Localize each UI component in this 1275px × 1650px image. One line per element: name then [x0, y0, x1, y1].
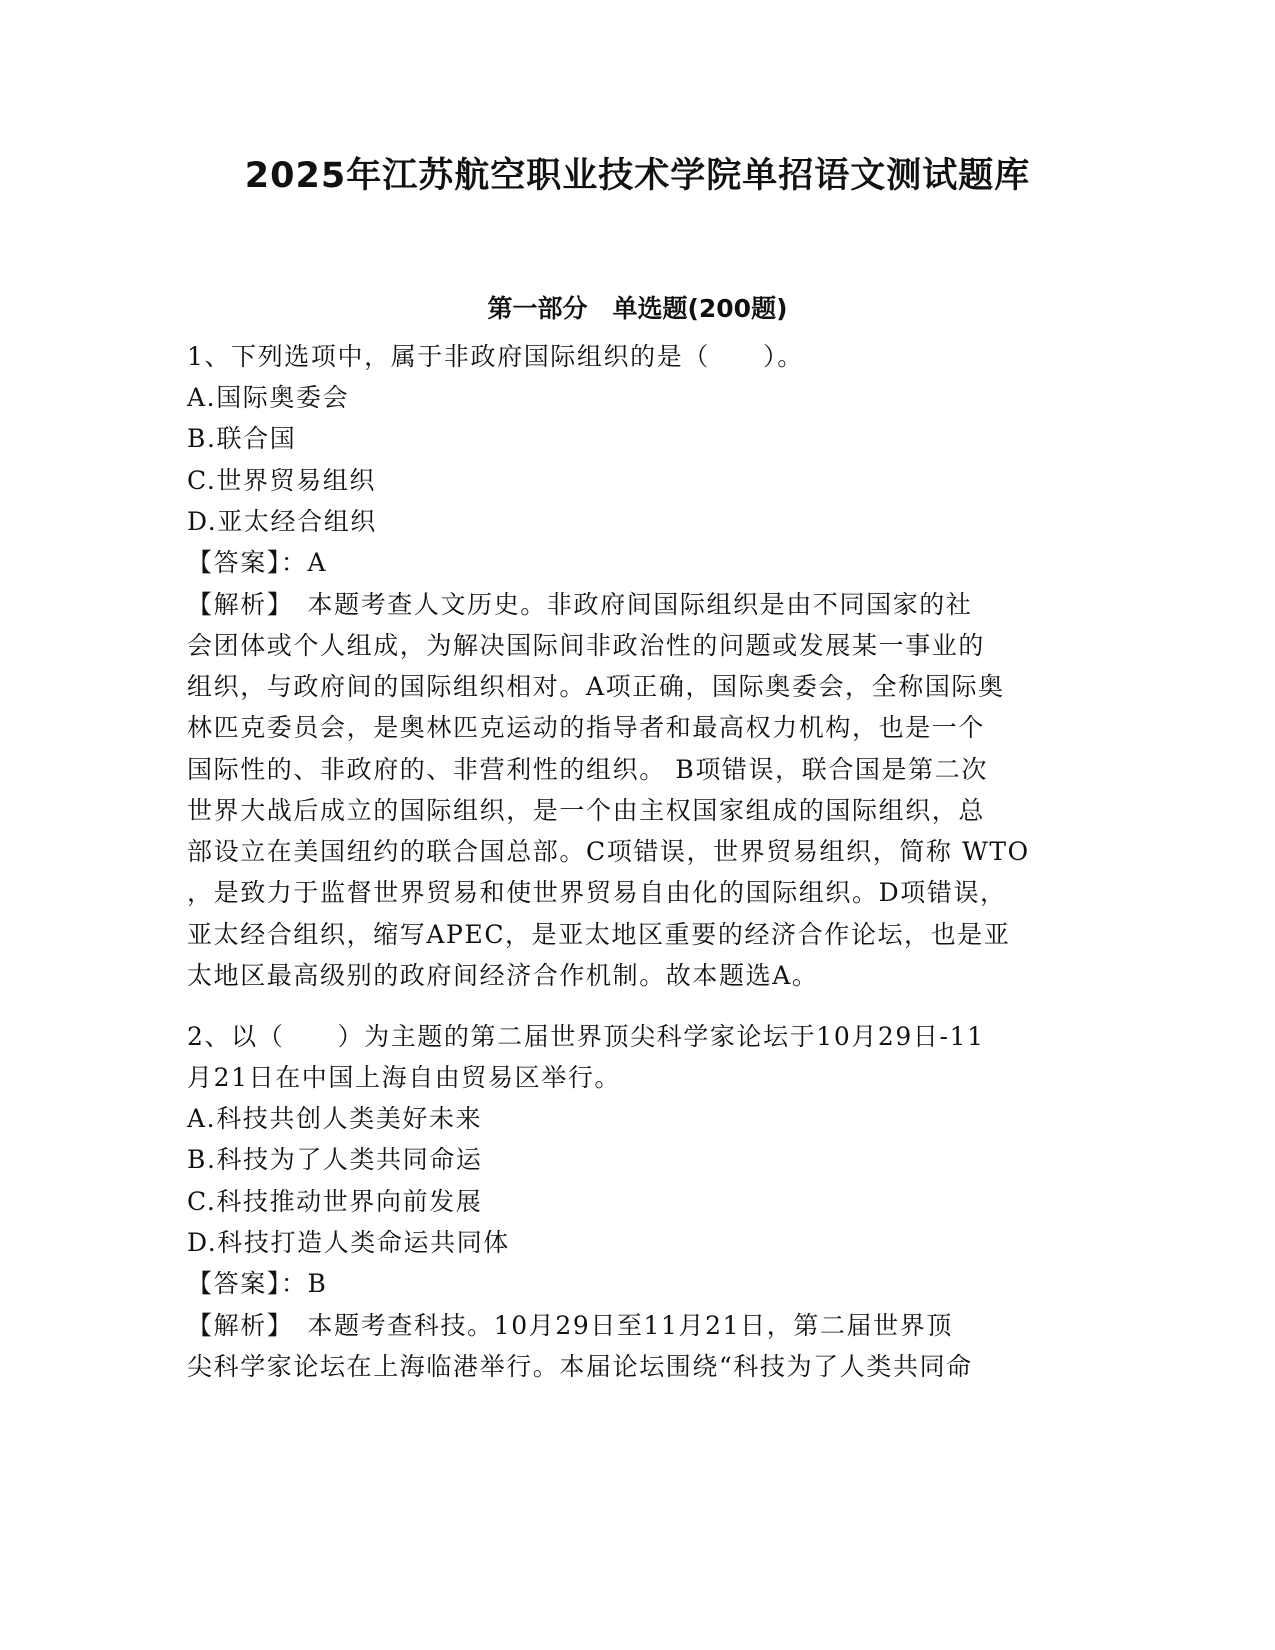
- analysis-line: 会团体或个人组成，为解决国际间非政治性的问题或发展某一事业的: [187, 631, 986, 660]
- analysis-line: 部设立在美国纽约的联合国总部。C项错误，世界贸易组织，简称 WTO: [187, 837, 1030, 866]
- option-c: C.科技推动世界向前发展: [187, 1187, 483, 1216]
- analysis-line: 尖科学家论坛在上海临港举行。本届论坛围绕“科技为了人类共同命: [187, 1352, 973, 1381]
- analysis-line: 【解析】 本题考查人文历史。非政府间国际组织是由不同国家的社: [187, 590, 973, 619]
- section-title: 第一部分 单选题(200题): [487, 294, 788, 323]
- question-stem: 月21日在中国上海自由贸易区举行。: [187, 1063, 622, 1092]
- analysis-line: 【解析】 本题考查科技。10月29日至11月21日，第二届世界顶: [187, 1311, 953, 1340]
- answer-line: 【答案】：A: [187, 548, 328, 577]
- question-stem: 2、以（ ）为主题的第二届世界顶尖科学家论坛于10月29日-11: [187, 1022, 985, 1051]
- document-title: 2025年江苏航空职业技术学院单招语文测试题库: [244, 156, 1031, 196]
- analysis-line: 亚太经合组织，缩写APEC，是亚太地区重要的经济合作论坛，也是亚: [187, 920, 1011, 949]
- analysis-line: 太地区最高级别的政府间经济合作机制。故本题选A。: [187, 961, 819, 990]
- analysis-line: ，是致力于监督世界贸易和使世界贸易自由化的国际组织。D项错误，: [187, 878, 1007, 907]
- option-a: A.科技共创人类美好未来: [187, 1104, 483, 1133]
- option-a: A.国际奥委会: [187, 383, 350, 412]
- analysis-line: 世界大战后成立的国际组织，是一个由主权国家组成的国际组织，总: [187, 796, 986, 825]
- option-b: B.科技为了人类共同命运: [187, 1145, 483, 1174]
- analysis-line: 组织，与政府间的国际组织相对。A项正确，国际奥委会，全称国际奥: [187, 672, 1005, 701]
- analysis-line: 林匹克委员会，是奥林匹克运动的指导者和最高权力机构，也是一个: [187, 713, 986, 742]
- analysis-line: 国际性的、非政府的、非营利性的组织。 B项错误，联合国是第二次: [187, 755, 988, 784]
- question-stem: 1、下列选项中，属于非政府国际组织的是（ ）。: [187, 342, 804, 371]
- option-d: D.科技打造人类命运共同体: [187, 1228, 510, 1257]
- answer-line: 【答案】：B: [187, 1269, 328, 1298]
- option-b: B.联合国: [187, 424, 297, 453]
- option-c: C.世界贸易组织: [187, 466, 376, 495]
- option-d: D.亚太经合组织: [187, 507, 377, 536]
